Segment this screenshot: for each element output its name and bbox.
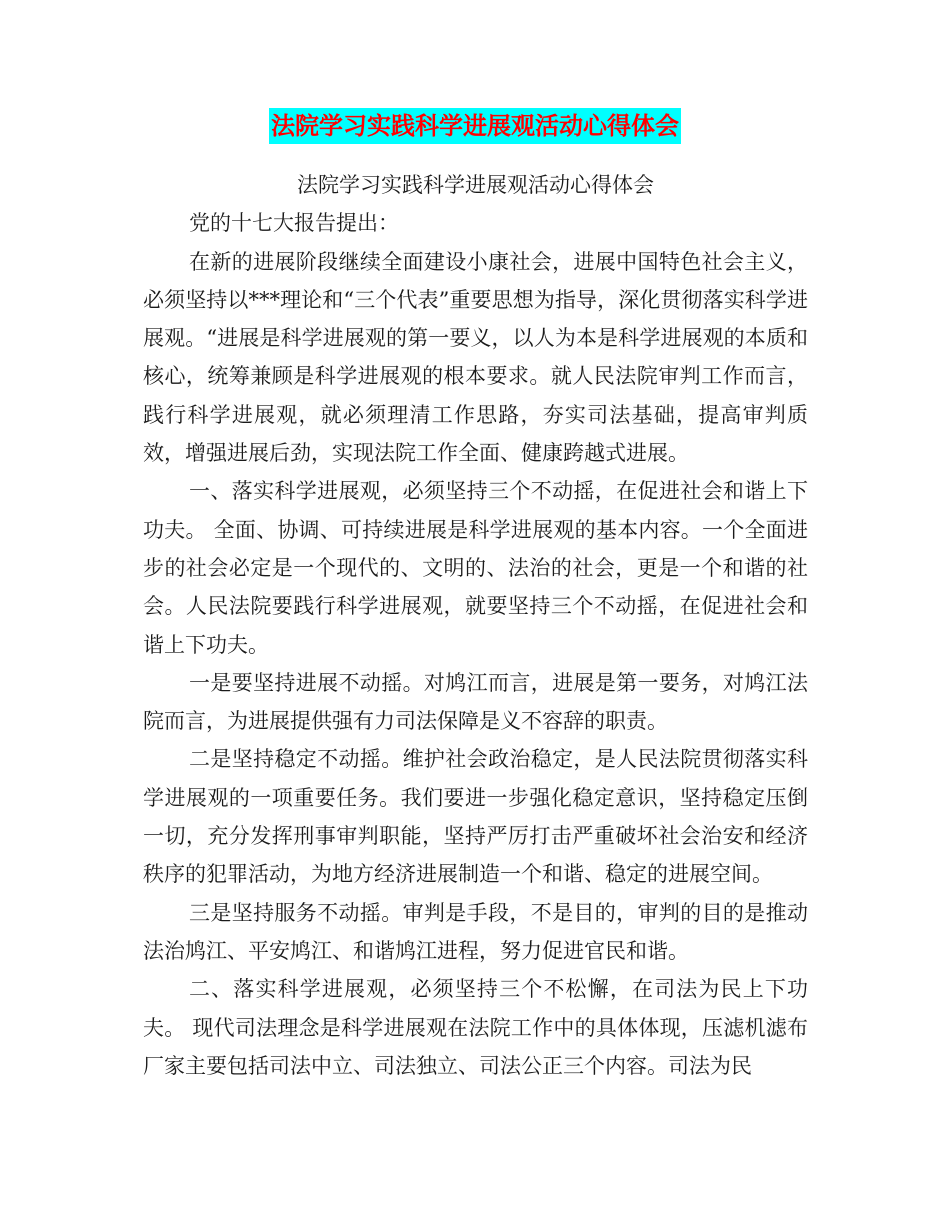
document-body (143, 166, 808, 1085)
paragraph: 一是要坚持进展不动摇。对鸠江而言，进展是第一要务，对鸠江法院而言，为进展提供强有力司法保障是义不容辞的职责。 (143, 670, 808, 734)
document-title: 法院学习实践科学进展观活动心得体会 (269, 108, 681, 144)
paragraph: 三是坚持服务不动摇。审判是手段，不是目的，审判的目的是推动法治鸠江、平安鸠江、和谐鸠江进程，努力促进官民和谐。 (143, 900, 808, 963)
title-bar (0, 108, 950, 144)
document-subtitle: 法院学习实践科学进展观活动心得体会 (297, 173, 654, 197)
paragraph: 一、落实科学进展观，必须坚持三个不动摇，在促进社会和谐上下功夫。 全面、协调、可持续进展是科学进展观的基本内容。一个全面进步的社会必定是一个现代的、文明的、法治的社会，更是一个和谐的社会。人民法院要践行科学进展观，就要坚持三个不动摇，在促进社会和谐上下功夫。 (143, 479, 808, 657)
paragraph: 在新的进展阶段继续全面建设小康社会，进展中国特色社会主义，必须坚持以***理论和“三个代表”重要思想为指导，深化贯彻落实科学进展观。“进展是科学进展观的第一要义，以人为本是科学进展观的本质和核心，统筹兼顾是科学进展观的根本要求。就人民法院审判工作而言，践行科学进展观，就必须理清工作思路，夯实司法基础，提高审判质效，增强进展后劲，实现法院工作全面、健康跨越式进展。 (143, 249, 808, 466)
paragraph: 党的十七大报告提出： (189, 211, 399, 236)
paragraph: 二是坚持稳定不动摇。维护社会政治稳定，是人民法院贯彻落实科学进展观的一项重要任务。我们要进一步强化稳定意识，坚持稳定压倒一切，充分发挥刑事审判职能，坚持严厉打击严重破坏社会治安和经济秩序的犯罪活动，为地方经济进展制造一个和谐、稳定的进展空间。 (143, 747, 808, 887)
paragraph: 二、落实科学进展观，必须坚持三个不松懈，在司法为民上下功夫。 现代司法理念是科学进展观在法院工作中的具体体现，压滤机滤布厂家主要包括司法中立、司法独立、司法公正三个内容。司法为民 (143, 977, 808, 1078)
